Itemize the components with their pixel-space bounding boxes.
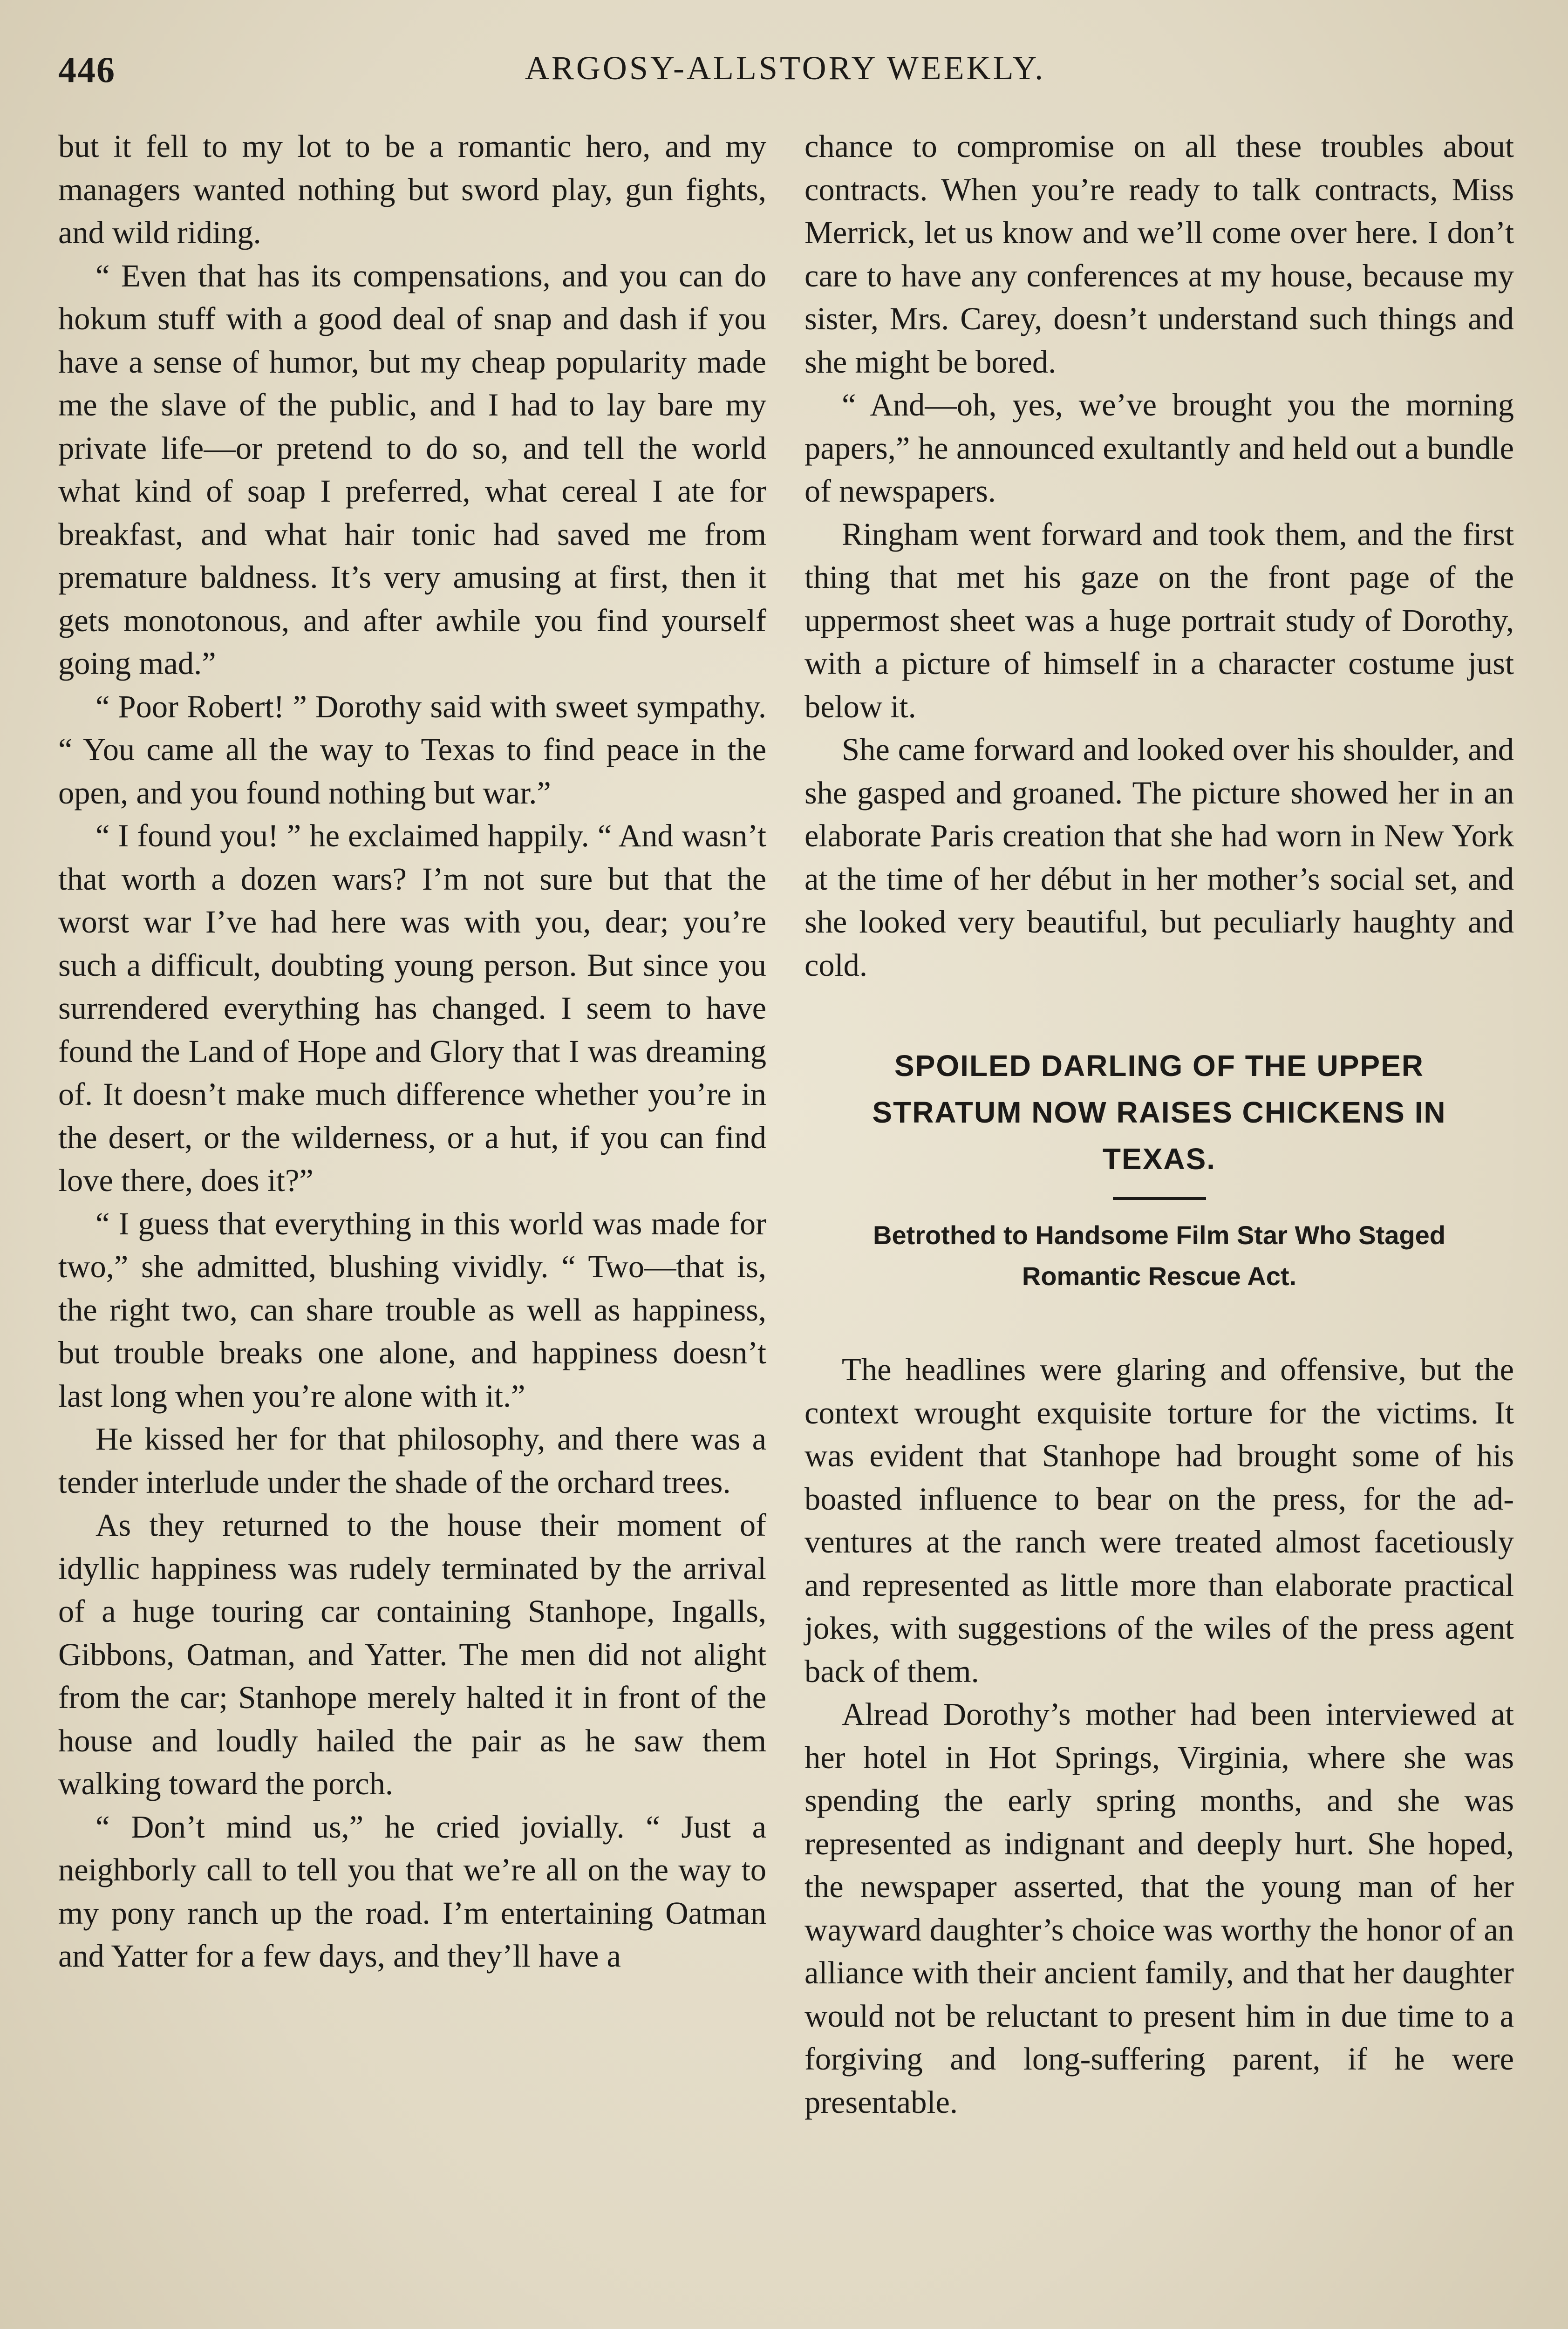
paragraph: “ I found you! ” he exclaimed happily. “ And wasn’t that worth a dozen wars? I’m not sure but that the worst war I’ve had here was with you, dear; you’re such a difficult, doubting young person. But since you surrendered everything has changed. I seem to have found the Land of Hope and Glory that I was dreaming of. It doesn’t make much difference whether you’re in the desert, or the wilderness, or a hut, if you can find love there, does it?” [58,818,766,1198]
right-column [804,125,1514,2124]
paragraph: “ Don’t mind us,” he cried jovially. “ Just a neighborly call to tell you that we’re all on the way to my pony ranch up the road. I’m entertaining Oatman and Yatter for a few days, and they’ll have a [58,1809,766,1974]
paragraph: “ I guess that everything in this world was made for two,” she admitted, blushing vividly. “ Two—that is, the right two, can share trouble as well as happiness, but trouble breaks one alone, and happiness doesn’t last long when you’re alone with it.” [58,1205,766,1414]
paragraph: “ And—oh, yes, we’ve brought you the morning papers,” he announced exultantly and held out a bundle of newspapers. [804,387,1514,509]
paragraph: He kissed her for that philosophy, and there was a tender interlude under the shade of the orchard trees. [58,1421,766,1500]
paragraph: “ Even that has its compensations, and you can do hokum stuff with a good deal of snap and dash if you have a sense of humor, but my cheap popularity made me the slave of the public, and I had to lay bare my private life—or pretend to do so, and tell the world what kind of soap I preferred, what cereal I ate for breakfast, and what hair tonic had saved me from premature baldness. It’s very amusing at first, then it gets monotonous, and after awhile you find yourself going mad.” [58,258,766,681]
page-header [58,49,1512,100]
paragraph: The headlines were glaring and offensive, but the context wrought exquisite torture for the victims. It was evident that Stanhope had brought some of his boasted influence to bear on the press, for the adventures at the ranch were treated almost facetiously and represented as little more than elaborate practical jokes, with suggestions of the wiles of the press agent back of them. [804,1352,1514,1689]
paragraph: Ringham went forward and took them, and the first thing that met his gaze on the front page of the uppermost sheet was a huge portrait study of Dorothy, with a picture of himself in a character costume just below it. [804,516,1514,724]
paragraph: As they returned to the house their moment of idyllic happiness was rudely terminated by the arrival of a huge touring car containing Stanhope, Ingalls, Gibbons, Oatman, and Yatter. The men did not alight from the car; Stanhope merely halted it in front of the house and loudly hailed the pair as he saw them walking toward the porch. [58,1507,766,1801]
paragraph: but it fell to my lot to be a romantic hero, and my managers wanted nothing but sword play, gun fights, and wild riding. [58,129,766,250]
headline-divider [1113,1197,1206,1200]
newspaper-headline: SPOILED DARLING OF THE UPPER STRATUM NOW RAISES CHICKENS IN TEXAS. [872,1049,1446,1176]
newspaper-subhead: Betrothed to Handsome Film Star Who Staged Romantic Rescue Act. [873,1220,1445,1291]
page-number: 446 [58,49,116,90]
paragraph: She came forward and looked over his shoulder, and she gasped and groaned. The picture showed her in an elaborate Paris creation that she had worn in New York at the time of her début in her mother’s social set, and she looked very beautiful, but peculiarly haughty and cold. [804,732,1514,983]
paragraph: “ Poor Robert! ” Dorothy said with sweet sympathy. “ You came all the way to Texas to find peace in the open, and you found nothing but war.” [58,688,766,810]
left-column [58,125,766,1978]
paragraph: Alread Dorothy’s mother had been interviewed at her hotel in Hot Springs, Virginia, where she was spending the early spring months, and she was represented as indignant and deeply hurt. She hoped, the newspaper asserted, that the young man of her wayward daughter’s choice was worthy the honor of an alliance with their ancient family, and that her daughter would not be reluctant to present him in due time to a forgiving and long-suffering parent, if he were presentable. [804,1696,1514,2120]
paragraph: chance to compromise on all these troubles about contracts. When you’re ready to talk contracts, Miss Merrick, let us know and we’ll come over here. I don’t care to have any conferences at my house, because my sister, Mrs. Carey, doesn’t understand such things and she might be bored. [804,129,1514,380]
running-head: ARGOSY-ALLSTORY WEEKLY. [525,49,1046,87]
